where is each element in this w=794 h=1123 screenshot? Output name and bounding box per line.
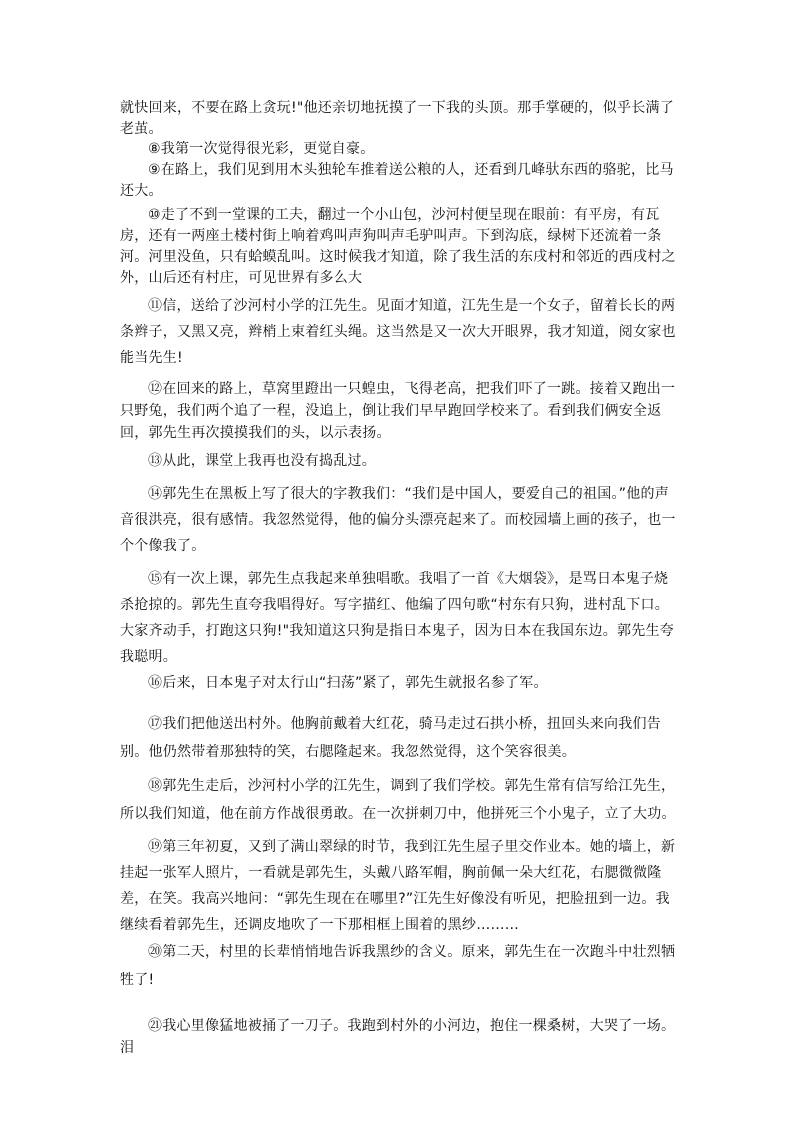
paragraph-14: ⑭郭先生在黑板上写了很大的字教我们：“我们是中国人，要爱自己的祖国。”他的声音很洪亮，很有感情。我忽然觉得，他的偏分头漂亮起来了。而校园墙上画的孩子，也一个个像我了。 — [120, 486, 676, 554]
paragraph-8: ⑧我第一次觉得很光彩，更觉自豪。 — [148, 141, 375, 157]
paragraph-7-continued: 就快回来，不要在路上贪玩!"他还亲切地抚摸了一下我的头顶。那手掌硬的，似乎长满了老茧。 — [120, 100, 675, 137]
paragraph-15: ⑮有一次上课，郭先生点我起来单独唱歌。我唱了一首《大烟袋》，是骂日本鬼子烧杀抢掠的。郭先生直夸我唱得好。写字描红、他编了四句歌“村东有只狗，进村乱下口。大家齐动手，打跑这只狗!"我知道这只狗是指日本鬼子，因为日本在我国东边。郭先生夸我聪明。 — [120, 571, 675, 665]
paragraph-9: ⑨在路上，我们见到用木头独轮车推着送公粮的人，还看到几峰驮东西的骆驼，比马还大。 — [120, 162, 674, 199]
paragraph-16: ⑯后来，日本鬼子对太行山“扫荡”紧了，郭先生就报名参了军。 — [148, 675, 548, 691]
paragraph-10: ⑩走了不到一堂课的工夫，翻过一个小山包，沙河村便呈现在眼前：有平房，有瓦房，还有一两座土楼村街上响着鸡叫声狗叫声毛驴叫声。下到沟底，绿树下还流着一条河。河里没鱼，只有蛤蟆乱叫。这时候我才知道，除了我生活的东戌村和邻近的西戌村之外，山后还有村庄，可见世界有多么大 — [120, 207, 676, 286]
paragraph-11: ⑪信，送给了沙河村小学的江先生。见面才知道，江先生是一个女子，留着长长的两条辫子，又黑又亮，辫梢上束着红头绳。这当然是又一次大开眼界，我才知道，阅女家也能当先生! — [120, 298, 676, 366]
paragraph-12: ⑫在回来的路上，草窝里蹬出一只蝗虫，飞得老高，把我们吓了一跳。接着又跑出一只野兔，我们两个追了一程，没追上，倒让我们早早跑回学校来了。看到我们俩安全返回，郭先生再次摸摸我们的头，以示表扬。 — [120, 381, 676, 441]
paragraph-21: ㉑我心里像猛地被捅了一刀子。我跑到村外的小河边，抱住一棵桑树，大哭了一场。泪 — [120, 1018, 676, 1056]
paragraph-18: ⑱郭先生走后，沙河村小学的江先生，调到了我们学校。郭先生常有信写给江先生，所以我们知道，他在前方作战很勇敢。在一次拼刺刀中，他拼死三个小鬼子，立了大功。 — [120, 778, 676, 822]
paragraph-17: ⑰我们把他送出村外。他胸前戴着大红花，骑马走过石拱小桥，扭回头来向我们告别。他仍然带着那独特的笑，右腮隆起来。我忽然觉得，这个笑容很美。 — [120, 716, 661, 760]
paragraph-13: ⑬从此，课堂上我再也没有捣乱过。 — [148, 453, 376, 469]
paragraph-20: ⑳第二天，村里的长辈悄悄地告诉我黑纱的含义。原来，郭先生在一次跑斗中壮烈牺牲了! — [120, 944, 676, 988]
paragraph-19: ⑲第三年初夏，又到了满山翠绿的时节，我到江先生屋子里交作业本。她的墙上，新挂起一张军人照片，一看就是郭先生，头戴八路军帽，胸前佩一朵大红花，右腮微微隆差，在笑。我高兴地问：“郭先生现在在哪里?”江先生好像没有听见，把脸扭到一边。我继续看着郭先生，还调皮地吹了一下那相框上围着的黑纱……… — [120, 839, 676, 933]
